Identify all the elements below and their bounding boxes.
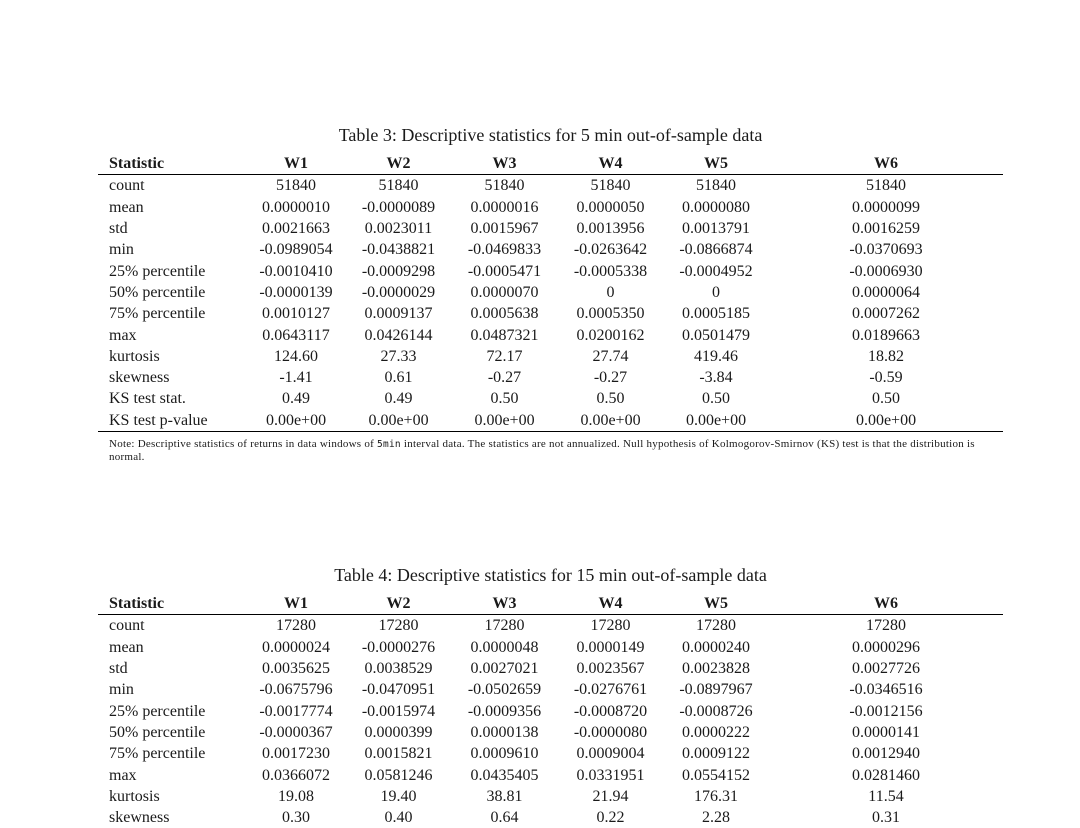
table-cell: -0.0005471 <box>467 262 542 280</box>
table-cell: 0.0000099 <box>852 198 920 216</box>
table-cell: 0.00e+00 <box>451 410 558 432</box>
table-4-grid <box>98 593 1003 828</box>
table-row <box>98 175 1003 197</box>
table-cell: -0.0675796 <box>259 681 333 699</box>
table-cell: 21.94 <box>592 787 629 805</box>
table-cell: 0.0643117 <box>262 326 330 344</box>
table-cell: 0.0000240 <box>682 638 750 656</box>
table-cell: 0.22 <box>596 809 625 827</box>
table-cell: 0.0009004 <box>576 745 645 763</box>
table-cell: -0.0346516 <box>849 681 923 699</box>
table-cell: -0.0000139 <box>259 283 333 301</box>
table-cell: 0.0000070 <box>470 283 539 301</box>
table-cell: 0.50 <box>596 390 625 408</box>
row-label: max <box>109 326 137 344</box>
table-cell: 18.82 <box>868 347 904 365</box>
table-row <box>98 324 1003 345</box>
table-cell: -0.0000089 <box>361 198 436 216</box>
table-row <box>98 700 1003 721</box>
table-cell: 19.40 <box>380 787 417 805</box>
table-cell: 51840 <box>866 177 906 195</box>
column-header: W6 <box>769 153 1003 175</box>
table-cell: 0.0000138 <box>470 723 539 741</box>
table-row <box>98 346 1003 367</box>
table-row <box>98 303 1003 324</box>
table-cell: -0.27 <box>487 369 522 387</box>
table-cell: 0.0023011 <box>364 220 433 238</box>
table-cell: 17280 <box>484 617 525 635</box>
table-cell: 0.50 <box>702 390 730 408</box>
row-label: 25% percentile <box>109 262 206 280</box>
table-cell: 0.0017230 <box>262 745 330 763</box>
table-cell: 0.0000024 <box>262 638 330 656</box>
row-label: 75% percentile <box>109 305 206 323</box>
table-4-caption: Table 4: Descriptive statistics for 15 min out-of-sample data <box>334 565 767 585</box>
table-row <box>98 197 1003 218</box>
table-row <box>98 637 1003 658</box>
table-cell: -0.0502659 <box>467 681 542 699</box>
table-cell: 0 <box>606 283 615 301</box>
table-row <box>98 388 1003 409</box>
table-cell: 0.0200162 <box>576 326 645 344</box>
table-cell: -0.0370693 <box>849 241 923 259</box>
table-cell: -0.0009356 <box>467 702 542 720</box>
table-cell: 0.0023567 <box>576 660 645 678</box>
table-cell: 2.28 <box>702 809 730 827</box>
table-cell: 27.33 <box>380 347 417 365</box>
column-header: W6 <box>769 593 1003 615</box>
table-3 <box>98 123 1003 463</box>
table-cell: 0.0000222 <box>682 723 750 741</box>
table-cell: 0.0009137 <box>364 305 433 323</box>
table-cell: 0.0015967 <box>470 220 539 238</box>
table-row <box>98 679 1003 700</box>
table-cell: 0.0023828 <box>682 660 750 678</box>
table-cell: 0.0281460 <box>852 766 920 784</box>
row-label: 25% percentile <box>109 702 206 720</box>
row-label: std <box>109 660 128 678</box>
table-cell: -0.0015974 <box>361 702 436 720</box>
table-3-grid <box>98 153 1003 432</box>
table-row <box>98 764 1003 785</box>
column-header: W4 <box>558 153 663 175</box>
table-cell: 17280 <box>590 617 631 635</box>
row-label: min <box>109 241 134 259</box>
column-header: W5 <box>663 593 769 615</box>
table-cell: -0.0276761 <box>573 681 648 699</box>
table-cell: 0.0005638 <box>470 305 539 323</box>
table-row <box>98 282 1003 303</box>
table-cell: 51840 <box>696 177 736 195</box>
column-header: W1 <box>246 593 346 615</box>
table-cell: 0.50 <box>490 390 519 408</box>
table-row <box>98 658 1003 679</box>
table-cell: -0.0012156 <box>849 702 923 720</box>
table-cell: -0.0897967 <box>679 681 753 699</box>
table-cell: -0.0008726 <box>679 702 753 720</box>
column-header: W5 <box>663 153 769 175</box>
table-cell: 0.0000016 <box>470 198 539 216</box>
table-cell: -0.0000276 <box>361 638 436 656</box>
column-header: W1 <box>246 153 346 175</box>
table-cell: 0.0027726 <box>852 660 920 678</box>
row-label: max <box>109 766 137 784</box>
row-label: kurtosis <box>109 787 160 805</box>
table-cell: 0.0189663 <box>852 326 920 344</box>
table-row <box>98 239 1003 260</box>
table-cell: 0.0426144 <box>364 326 433 344</box>
table-cell: 0.64 <box>490 809 519 827</box>
table-cell: 0.0000399 <box>364 723 433 741</box>
table-3-caption: Table 3: Descriptive statistics for 5 min out-of-sample data <box>338 125 763 145</box>
table-cell: -1.41 <box>279 369 313 387</box>
table-row <box>98 786 1003 807</box>
table-cell: 0.0009122 <box>682 745 750 763</box>
table-cell: 0.0331951 <box>576 766 645 784</box>
table-cell: -0.0008720 <box>573 702 648 720</box>
row-label: min <box>109 681 134 699</box>
table-cell: 0.00e+00 <box>346 410 451 432</box>
table-row <box>98 367 1003 388</box>
table-cell: 0.0000141 <box>852 723 920 741</box>
table-3-header-row <box>98 153 1003 175</box>
table-cell: 0.0554152 <box>682 766 750 784</box>
table-cell: -0.27 <box>593 369 628 387</box>
table-cell: 0.0021663 <box>262 220 330 238</box>
table-cell: -0.0000367 <box>259 723 333 741</box>
table-cell: -0.0470951 <box>361 681 436 699</box>
column-header: W3 <box>451 593 558 615</box>
table-cell: 0.0013956 <box>576 220 645 238</box>
row-label: KS test p-value <box>98 410 246 432</box>
column-header: W2 <box>346 153 451 175</box>
table-cell: 0.0016259 <box>852 220 920 238</box>
column-header: W3 <box>451 153 558 175</box>
table-cell: 0.0010127 <box>262 305 330 323</box>
table-cell: 0.0000080 <box>682 198 750 216</box>
table-cell: 11.54 <box>868 787 904 805</box>
table-cell: -0.0866874 <box>679 241 753 259</box>
table-cell: 0.00e+00 <box>246 410 346 432</box>
table-cell: 0.00e+00 <box>769 410 1003 432</box>
table-cell: 0.0015821 <box>364 745 433 763</box>
table-cell: 176.31 <box>694 787 738 805</box>
table-cell: 0.0000064 <box>852 283 920 301</box>
table-cell: -0.0438821 <box>361 241 436 259</box>
table-cell: -0.59 <box>869 369 903 387</box>
table-cell: 0.0000050 <box>576 198 645 216</box>
table-cell: 72.17 <box>486 347 523 365</box>
table-cell: 51840 <box>378 177 419 195</box>
table-cell: -0.0017774 <box>259 702 333 720</box>
table-cell: 0.0012940 <box>852 745 920 763</box>
table-cell: 0.61 <box>384 369 413 387</box>
table-row <box>98 807 1003 828</box>
table-cell: -3.84 <box>699 369 733 387</box>
table-row <box>98 260 1003 281</box>
table-cell: -0.0009298 <box>361 262 436 280</box>
table-cell: 17280 <box>378 617 419 635</box>
table-cell: 0.40 <box>384 809 413 827</box>
table-cell: 0.50 <box>872 390 900 408</box>
row-label: skewness <box>109 369 170 387</box>
table-cell: 0.0035625 <box>262 660 330 678</box>
table-cell: 17280 <box>276 617 316 635</box>
row-label: 50% percentile <box>109 723 206 741</box>
table-4 <box>98 563 1003 828</box>
row-label: mean <box>109 638 144 656</box>
table-cell: 17280 <box>696 617 736 635</box>
table-cell: 419.46 <box>694 347 738 365</box>
table-cell: 17280 <box>866 617 906 635</box>
table-cell: -0.0469833 <box>467 241 542 259</box>
table-4-header-row <box>98 593 1003 615</box>
row-label: count <box>109 617 145 635</box>
table-cell: 0.0009610 <box>470 745 539 763</box>
row-label: mean <box>109 198 144 216</box>
row-label: std <box>109 220 128 238</box>
table-cell: -0.0000080 <box>573 723 648 741</box>
note-code: 5min <box>377 438 401 450</box>
table-cell: 0.0000010 <box>262 198 330 216</box>
table-cell: 19.08 <box>278 787 314 805</box>
table-cell: 0.0501479 <box>682 326 750 344</box>
row-label: skewness <box>109 809 170 827</box>
row-label: kurtosis <box>109 347 160 365</box>
table-cell: 0.0435405 <box>470 766 539 784</box>
row-label: count <box>109 177 145 195</box>
table-cell: 0.0000296 <box>852 638 920 656</box>
table-cell: 0.00e+00 <box>558 410 663 432</box>
table-cell: 0.0366072 <box>262 766 330 784</box>
table-cell: 0.30 <box>282 809 310 827</box>
table-cell: 0 <box>712 283 720 301</box>
table-cell: 0.0000048 <box>470 638 539 656</box>
table-cell: 0.49 <box>282 390 310 408</box>
table-cell: -0.0989054 <box>259 241 333 259</box>
table-cell: 0.0027021 <box>470 660 539 678</box>
table-cell: 0.00e+00 <box>663 410 769 432</box>
table-row <box>98 743 1003 764</box>
table-row <box>98 722 1003 743</box>
note-text: Note: Descriptive statistics of returns in data windows of <box>109 437 378 450</box>
table-cell: 51840 <box>590 177 631 195</box>
table-cell: 0.31 <box>872 809 900 827</box>
table-cell: 51840 <box>276 177 316 195</box>
row-label: 75% percentile <box>109 745 206 763</box>
column-header: Statistic <box>98 593 246 615</box>
row-label: 50% percentile <box>109 283 206 301</box>
table-cell: 0.0487321 <box>470 326 539 344</box>
table-cell: 0.0007262 <box>852 305 920 323</box>
table-cell: 0.49 <box>384 390 413 408</box>
table-3-note <box>98 432 1003 463</box>
table-cell: 38.81 <box>486 787 523 805</box>
table-cell: 27.74 <box>592 347 629 365</box>
note-text: interval data. The statistics are not annualized. Null hypothesis of Kolmogorov-Smirnov (KS) test is that the distribution is normal. <box>109 437 975 463</box>
table-cell: -0.0263642 <box>573 241 648 259</box>
table-row <box>98 410 1003 432</box>
table-cell: 0.0013791 <box>682 220 750 238</box>
row-label: KS test stat. <box>109 390 186 408</box>
table-row <box>98 615 1003 637</box>
column-header: W2 <box>346 593 451 615</box>
table-cell: -0.0005338 <box>573 262 648 280</box>
table-row <box>98 218 1003 239</box>
column-header: W4 <box>558 593 663 615</box>
table-cell: -0.0006930 <box>849 262 923 280</box>
table-cell: 0.0005350 <box>576 305 645 323</box>
table-cell: 51840 <box>484 177 525 195</box>
column-header: Statistic <box>98 153 246 175</box>
table-cell: 124.60 <box>274 347 318 365</box>
table-cell: 0.0581246 <box>364 766 433 784</box>
table-cell: 0.0000149 <box>576 638 645 656</box>
table-cell: 0.0038529 <box>364 660 433 678</box>
table-cell: -0.0000029 <box>361 283 436 301</box>
table-cell: 0.0005185 <box>682 305 750 323</box>
table-cell: -0.0004952 <box>679 262 753 280</box>
table-cell: -0.0010410 <box>259 262 333 280</box>
